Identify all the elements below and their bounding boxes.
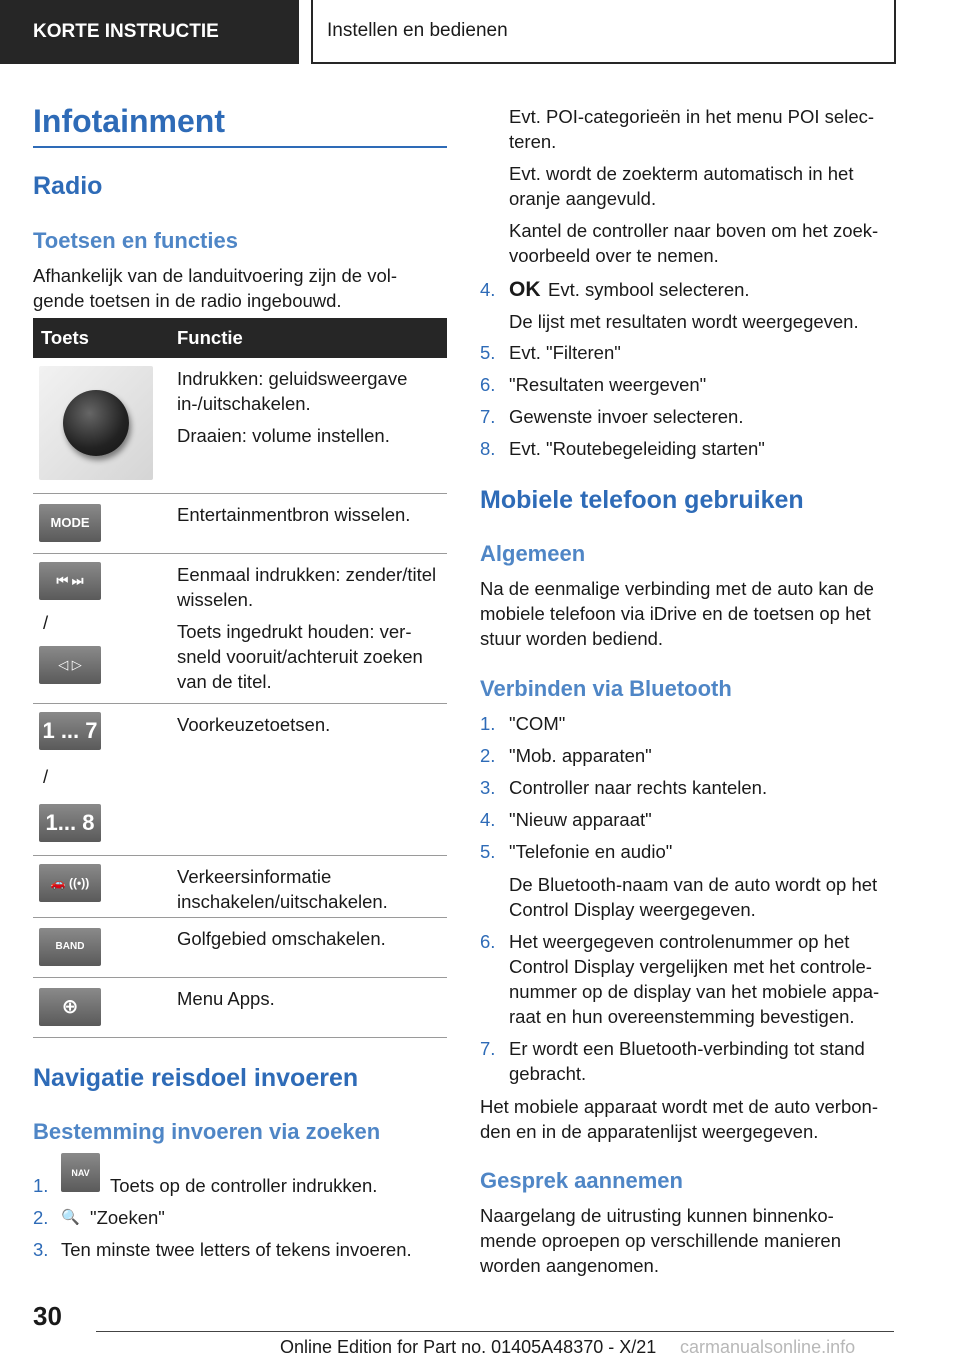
band-key-icon: BAND xyxy=(39,928,101,966)
mode-key-icon: MODE xyxy=(39,504,101,542)
row-desc: Eenmaal indrukken: zender/titel wisselen. xyxy=(177,563,437,610)
continued-text: Kantel de controller naar boven om het zoek-voorbeeld over te nemen. xyxy=(509,220,879,266)
row-desc: Voorkeuzetoetsen. xyxy=(177,713,331,735)
intro-text: Afhankelijk van de landuitvoering zijn de vol-gende toetsen in de radio ingebouwd. xyxy=(33,265,398,311)
step-text: "Mob. apparaten" xyxy=(509,745,652,766)
table-row xyxy=(33,553,447,703)
edition-text: Online Edition for Part no. 01405A48370 - X/21 xyxy=(280,1337,657,1357)
key-separator: / xyxy=(43,765,49,787)
step-text: "COM" xyxy=(509,713,566,734)
row-desc: Golfgebied omschakelen. xyxy=(177,927,386,949)
step-number: 2. xyxy=(480,745,496,766)
step-number: 5. xyxy=(480,342,496,363)
skip-key-icon: ⏮ ⏭ xyxy=(39,562,101,600)
step-number: 2. xyxy=(33,1207,49,1228)
table-row xyxy=(33,358,447,493)
apps-key-icon: ⊕ xyxy=(39,988,101,1026)
general-text: Na de eenmalige verbinding met de auto kan de mobiele telefoon via iDrive en de toetsen op het stuur worden bediend. xyxy=(480,578,874,649)
step-text: "Nieuw apparaat" xyxy=(509,809,652,830)
step-subtext: De Bluetooth-naam van de auto wordt op het Control Display weergegeven. xyxy=(509,874,878,920)
traffic-info-key-icon: 🚗 ((•)) xyxy=(39,864,101,902)
preset-7-key-icon: 1 ... 7 xyxy=(39,712,101,750)
table-row xyxy=(33,493,447,553)
step-text: Toets op de controller indrukken. xyxy=(110,1175,378,1196)
step-text: "Zoeken" xyxy=(90,1207,165,1228)
row-desc: Indrukken: geluidsweergave in-/uitschakelen. xyxy=(177,368,408,414)
step-number: 4. xyxy=(480,809,496,830)
heading-keys: Toetsen en functies xyxy=(33,228,238,253)
step-number: 1. xyxy=(480,713,496,734)
table-row xyxy=(33,855,447,917)
row-desc: Entertainmentbron wisselen. xyxy=(177,503,411,525)
watermark: carmanualsonline.info xyxy=(680,1337,856,1357)
step-text: Controller naar rechts kantelen. xyxy=(509,777,768,798)
step-subtext: De lijst met resultaten wordt weergegeven. xyxy=(509,311,859,332)
table-row xyxy=(33,703,447,855)
step-number: 7. xyxy=(480,1038,496,1059)
row-desc: Draaien: volume instellen. xyxy=(177,425,390,446)
step-number: 3. xyxy=(33,1239,49,1260)
chapter-tab: KORTE INSTRUCTIE xyxy=(0,0,299,64)
step-text: "Resultaten weergeven" xyxy=(509,374,707,395)
nav-key-icon: NAV xyxy=(61,1153,100,1192)
heading-radio: Radio xyxy=(33,172,103,200)
step-text: Er wordt een Bluetooth-verbinding tot stand gebracht. xyxy=(509,1038,865,1084)
heading-bluetooth: Verbinden via Bluetooth xyxy=(480,676,732,701)
step-text: Ten minste twee letters of tekens invoeren. xyxy=(61,1239,412,1260)
preset-8-key-icon: 1... 8 xyxy=(39,804,101,842)
heading-general: Algemeen xyxy=(480,541,586,566)
step-text: Het weergegeven controlenummer op het Control Display vergelijken met het controle-nummer op de display van het mobiele appa-raat en hun overeenstemming bevestigen. xyxy=(509,931,880,1027)
heading-navigation: Navigatie reisdoel invoeren xyxy=(33,1064,359,1092)
continued-text: Evt. wordt de zoekterm automatisch in het oranje aangevuld. xyxy=(509,163,854,209)
row-desc: Toets ingedrukt houden: ver-sneld vooruit/achteruit zoeken van de titel. xyxy=(177,620,423,692)
seek-key-icon: ◁ ▷ xyxy=(39,646,101,684)
call-text: Naargelang de uitrusting kunnen binnenko-mende oproepen op verschillende manieren worden aangenomen. xyxy=(480,1205,841,1276)
heading-phone: Mobiele telefoon gebruiken xyxy=(480,486,804,514)
title-rule xyxy=(33,146,447,148)
step-number: 6. xyxy=(480,931,496,952)
step-number: 5. xyxy=(480,841,496,862)
col-header-function: Functie xyxy=(169,318,447,358)
row-desc: Menu Apps. xyxy=(177,987,275,1009)
table-row xyxy=(33,977,447,1037)
search-icon: 🔍 xyxy=(61,1209,80,1226)
step-text: "Telefonie en audio" xyxy=(509,841,673,862)
step-text: Evt. "Routebegeleiding starten" xyxy=(509,438,765,459)
key-separator: / xyxy=(43,611,49,633)
row-desc: Verkeersinformatie inschakelen/uitschakelen. xyxy=(177,865,388,912)
step-text: Evt. "Filteren" xyxy=(509,342,621,363)
key-table xyxy=(33,318,447,1038)
page-title: Infotainment xyxy=(33,103,225,139)
step-number: 6. xyxy=(480,374,496,395)
table-row xyxy=(33,917,447,977)
step-number: 7. xyxy=(480,406,496,427)
continued-text: Evt. POI-categorieën in het menu POI selec-teren. xyxy=(509,106,875,152)
step-number: 1. xyxy=(33,1175,49,1196)
col-header-key: Toets xyxy=(33,318,169,358)
section-tab: Instellen en bedienen xyxy=(311,0,896,64)
ok-icon: OK xyxy=(509,278,541,301)
bluetooth-result-text: Het mobiele apparaat wordt met de auto verbon-den en in de apparatenlijst weergegeven. xyxy=(480,1096,878,1142)
volume-knob-image xyxy=(39,366,153,480)
step-number: 4. xyxy=(480,279,496,300)
heading-search: Bestemming invoeren via zoeken xyxy=(33,1119,381,1144)
step-text: Gewenste invoer selecteren. xyxy=(509,406,744,427)
step-number: 3. xyxy=(480,777,496,798)
footer-rule xyxy=(96,1331,894,1332)
step-number: 8. xyxy=(480,438,496,459)
page-number: 30 xyxy=(33,1301,62,1331)
heading-call: Gesprek aannemen xyxy=(480,1168,683,1193)
step-text: Evt. symbool selecteren. xyxy=(548,279,750,300)
